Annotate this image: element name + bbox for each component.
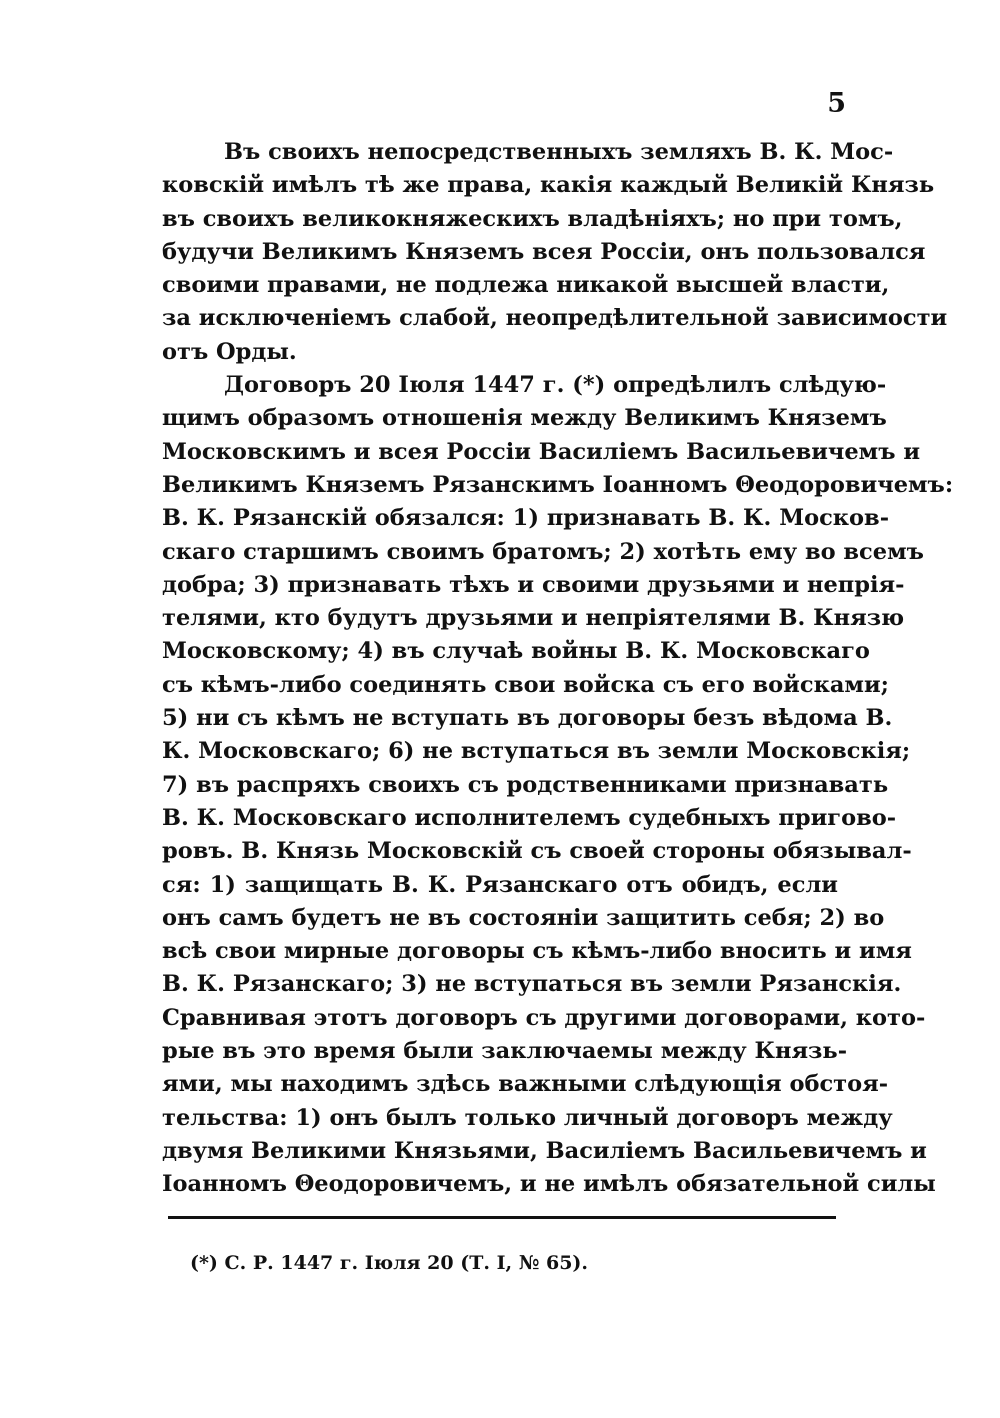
text-line: рые въ это время были заключаемы между Князь- xyxy=(162,1038,848,1065)
page-number: 5 xyxy=(827,88,846,119)
text-line: Великимъ Княземъ Рязанскимъ Іоанномъ Θеодоровичемъ: xyxy=(162,471,954,498)
text-line: за исключеніемъ слабой, неопредѣлительной зависимости xyxy=(162,305,948,332)
text-line: 7) въ распряхъ своихъ съ родственниками признавать xyxy=(162,771,889,798)
text-line: Сравнивая этотъ договоръ съ другими договорами, кото- xyxy=(162,1004,926,1031)
footnote-divider xyxy=(168,1216,836,1219)
text-line: отъ Орды. xyxy=(162,338,297,365)
text-line: своими правами, не подлежа никакой высшей власти, xyxy=(162,272,890,299)
text-line: ями, мы находимъ здѣсь важными слѣдующія обстоя- xyxy=(162,1071,889,1098)
text-line: щимъ образомъ отношенія между Великимъ Княземъ xyxy=(162,405,887,432)
text-line: Договоръ 20 Іюля 1447 г. (*) опредѣлилъ слѣдую- xyxy=(224,372,887,399)
text-line: В. К. Рязанскаго; 3) не вступаться въ земли Рязанскія. xyxy=(162,971,902,998)
text-line: В. К. Московскаго исполнителемъ судебныхъ пригово- xyxy=(162,804,897,831)
text-line: будучи Великимъ Княземъ всея Россіи, онъ пользовался xyxy=(162,238,926,265)
text-line: В. К. Рязанскій обязался: 1) признавать В. К. Москов- xyxy=(162,505,890,532)
text-line: ковскій имѣлъ тѣ же права, какія каждый Великій Князь xyxy=(162,172,935,199)
text-line: добра; 3) признавать тѣхъ и своими друзьями и непрія- xyxy=(162,571,905,598)
text-line: Московскому; 4) въ случаѣ войны В. К. Московскаго xyxy=(162,638,870,665)
text-line: онъ самъ будетъ не въ состояніи защитить себя; 2) во xyxy=(162,904,885,931)
text-line: тельства: 1) онъ былъ только личный договоръ между xyxy=(162,1104,893,1131)
text-line: ся: 1) защищать В. К. Рязанскаго отъ обидъ, если xyxy=(162,871,838,898)
text-line: Іоанномъ Θеодоровичемъ, и не имѣлъ обязательной силы xyxy=(162,1171,936,1198)
text-line: двумя Великими Князьями, Василіемъ Васильевичемъ и xyxy=(162,1137,927,1164)
footnote: (*) С. Р. 1447 г. Іюля 20 (Т. I, № 65). xyxy=(190,1252,589,1274)
text-line: скаго старшимъ своимъ братомъ; 2) хотѣть ему во всемъ xyxy=(162,538,924,565)
text-line: ровъ. В. Князь Московскій съ своей стороны обязывал- xyxy=(162,838,912,865)
text-line: въ своихъ великокняжескихъ владѣніяхъ; но при томъ, xyxy=(162,205,903,232)
text-line: 5) ни съ кѣмъ не вступать въ договоры безъ вѣдома В. xyxy=(162,705,893,732)
text-line: Въ своихъ непосредственныхъ земляхъ В. К. Мос- xyxy=(224,139,894,165)
text-line: телями, кто будутъ друзьями и непріятелями В. Князю xyxy=(162,605,905,632)
body-text xyxy=(162,136,954,1202)
text-line: съ кѣмъ-либо соединять свои войска съ его войсками; xyxy=(162,671,889,698)
text-line: всѣ свои мирные договоры съ кѣмъ-либо вносить и имя xyxy=(162,938,912,965)
text-line: Московскимъ и всея Россіи Василіемъ Васильевичемъ и xyxy=(162,438,921,465)
text-line: К. Московскаго; 6) не вступаться въ земли Московскія; xyxy=(162,738,911,765)
